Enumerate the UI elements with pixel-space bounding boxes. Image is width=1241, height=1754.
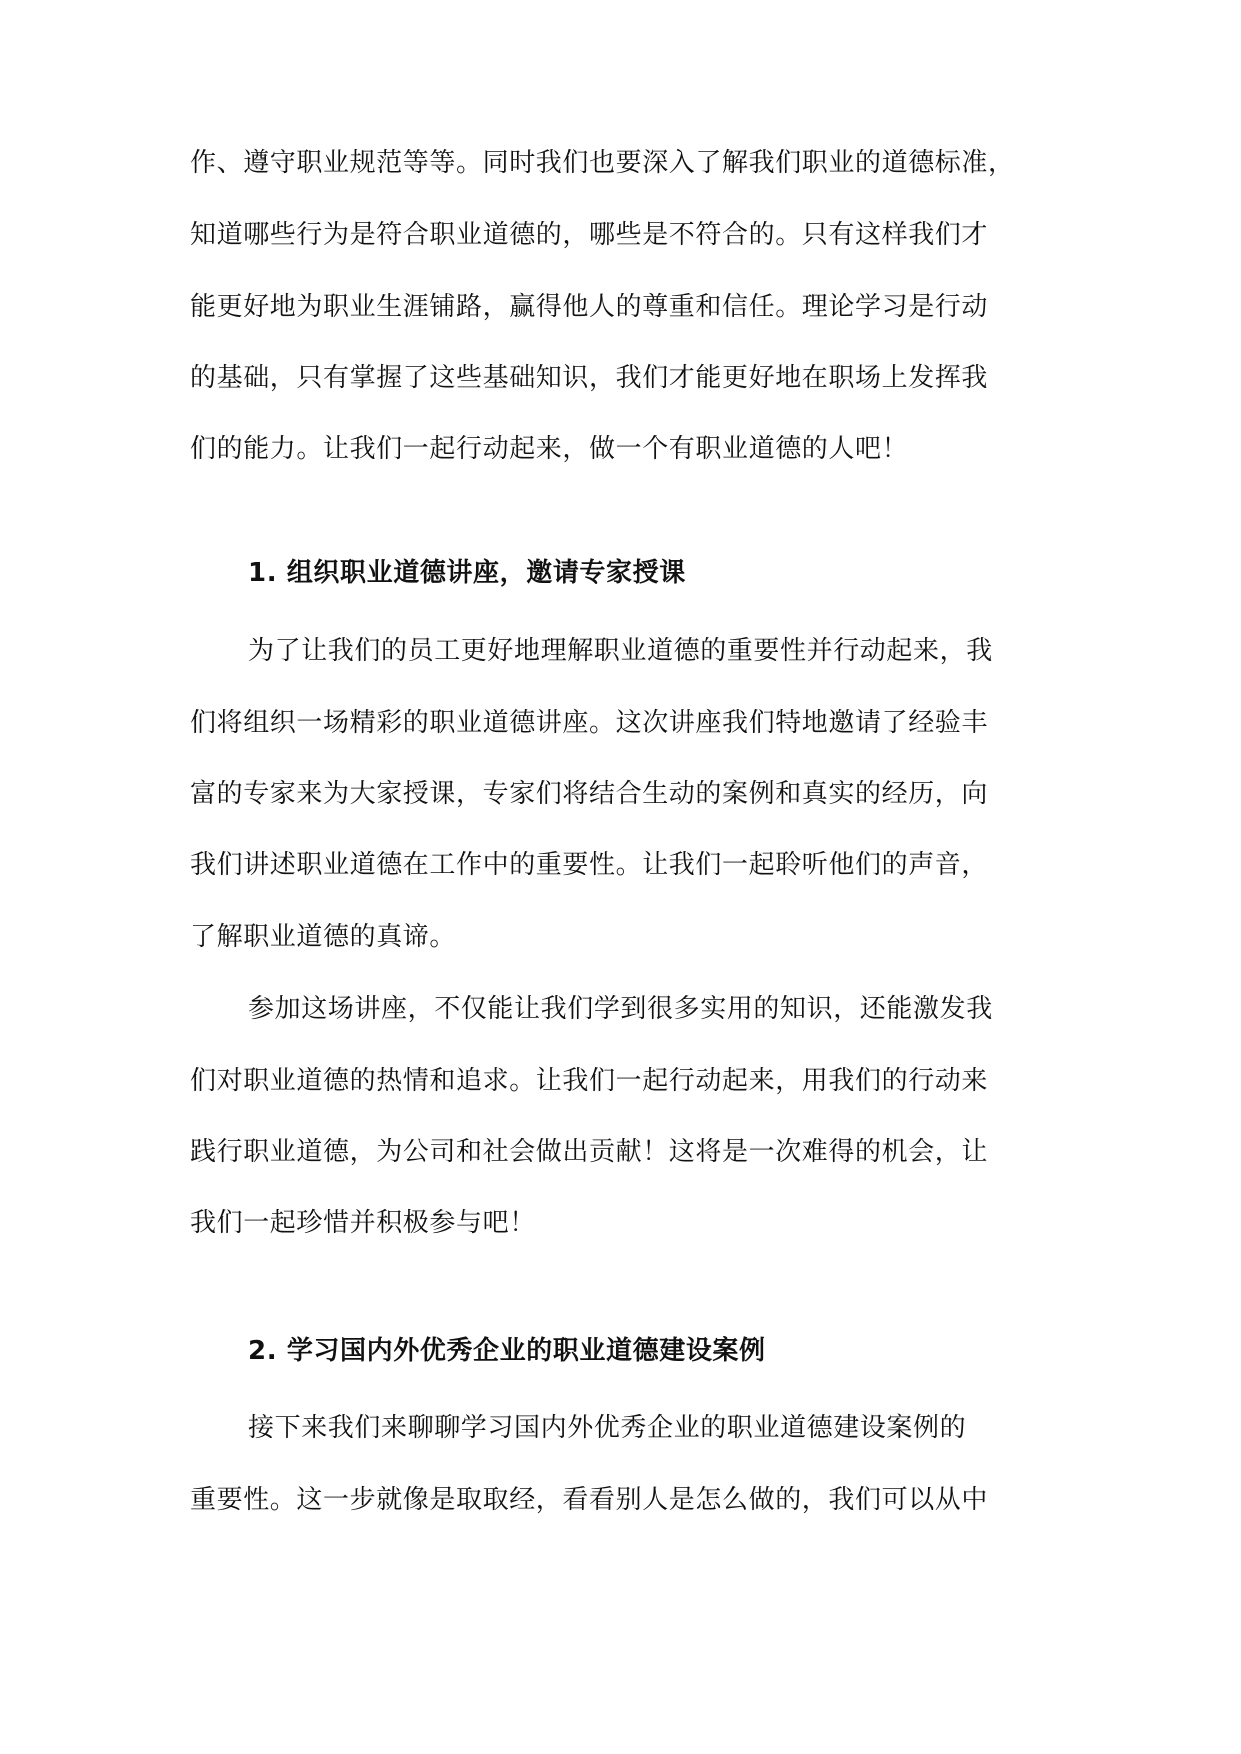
text-line: 们将组织一场精彩的职业道德讲座。这次讲座我们特地邀请了经验丰 <box>190 708 989 738</box>
text-line: 我们讲述职业道德在工作中的重要性。让我们一起聆听他们的声音， <box>190 850 989 880</box>
text-line: 接下来我们来聊聊学习国内外优秀企业的职业道德建设案例的 <box>248 1413 967 1443</box>
text-line: 的基础，只有掌握了这些基础知识，我们才能更好地在职场上发挥我 <box>190 363 989 393</box>
text-line: 们的能力。让我们一起行动起来，做一个有职业道德的人吧！ <box>190 434 909 464</box>
text-line: 能更好地为职业生涯铺路，赢得他人的尊重和信任。理论学习是行动 <box>190 292 989 322</box>
section-1-heading: 1. 组织职业道德讲座，邀请专家授课 <box>248 558 686 588</box>
section-2-heading: 2. 学习国内外优秀企业的职业道德建设案例 <box>248 1336 766 1366</box>
text-line: 知道哪些行为是符合职业道德的，哪些是不符合的。只有这样我们才 <box>190 220 989 250</box>
text-line: 富的专家来为大家授课，专家们将结合生动的案例和真实的经历，向 <box>190 779 989 809</box>
text-line: 了解职业道德的真谛。 <box>190 922 457 952</box>
text-line: 我们一起珍惜并积极参与吧！ <box>190 1208 536 1238</box>
text-line: 重要性。这一步就像是取取经，看看别人是怎么做的，我们可以从中 <box>190 1485 989 1515</box>
text-line: 为了让我们的员工更好地理解职业道德的重要性并行动起来，我 <box>248 636 993 666</box>
text-line: 参加这场讲座，不仅能让我们学到很多实用的知识，还能激发我 <box>248 994 993 1024</box>
text-line: 践行职业道德，为公司和社会做出贡献！这将是一次难得的机会，让 <box>190 1137 989 1167</box>
text-line: 们对职业道德的热情和追求。让我们一起行动起来，用我们的行动来 <box>190 1066 989 1096</box>
text-line: 作、遵守职业规范等等。同时我们也要深入了解我们职业的道德标准， <box>190 148 1015 178</box>
